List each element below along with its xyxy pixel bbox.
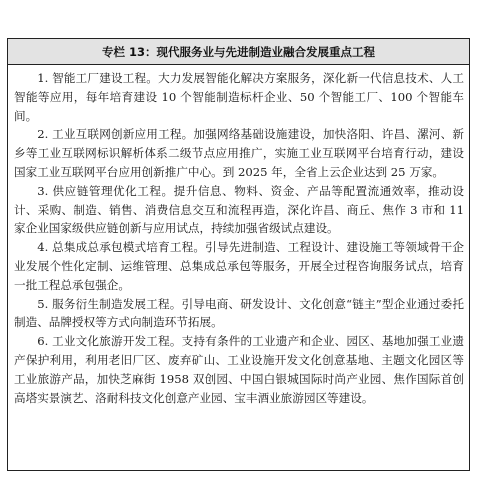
list-item: 6. 工业文化旅游开发工程。支持有条件的工业遗产和企业、园区、基地加强工业遗产保护利用，利用老旧厂区、废弃矿山、工业设施开发文化创意基地、主题文化园区等工业旅游产品，加快芝麻街 1958 双创园、中国白银城国际时尚产业园、焦作国际首创高塔实景演艺、洛耐科技文化创意产业园、宝丰酒业旅游园区等建设。 xyxy=(14,334,464,405)
box-title: 专栏 13：现代服务业与先进制造业融合发展重点工程 xyxy=(101,44,375,59)
list-item: 5. 服务衍生制造发展工程。引导电商、研发设计、文化创意“链主”型企业通过委托制造、品牌授权等方式向制造环节拓展。 xyxy=(14,296,464,330)
list-item: 4. 总集成总承包模式培育工程。引导先进制造、工程设计、建设施工等领域骨干企业发展个性化定制、运维管理、总集成总承包等服务，开展全过程咨询服务试点，培育一批工程总承包强企。 xyxy=(14,240,464,292)
list-item: 1. 智能工厂建设工程。大力发展智能化解决方案服务，深化新一代信息技术、人工智能等应用，每年培育建设 10 个智能制造标杆企业、50 个智能工厂、100 个智能车间。 xyxy=(14,71,464,123)
box-content xyxy=(14,69,464,469)
list-item: 2. 工业互联网创新应用工程。加强网络基础设施建设，加快洛阳、许昌、漯河、新乡等工业互联网标识解析体系二级节点应用推广，实施工业互联网平台培育行动，建设国家工业互联网平台应用创新推广中心。到 2025 年，全省上云企业达到 25 万家。 xyxy=(14,127,464,179)
list-item: 3. 供应链管理优化工程。提升信息、物料、资金、产品等配置流通效率，推动设计、采购、制造、销售、消费信息交互和流程再造，深化许昌、商丘、焦作 3 市和 11 家企业国家级供应链创新与应用试点，持续加强省级试点建设。 xyxy=(14,183,464,236)
box-title-bar xyxy=(7,38,470,65)
